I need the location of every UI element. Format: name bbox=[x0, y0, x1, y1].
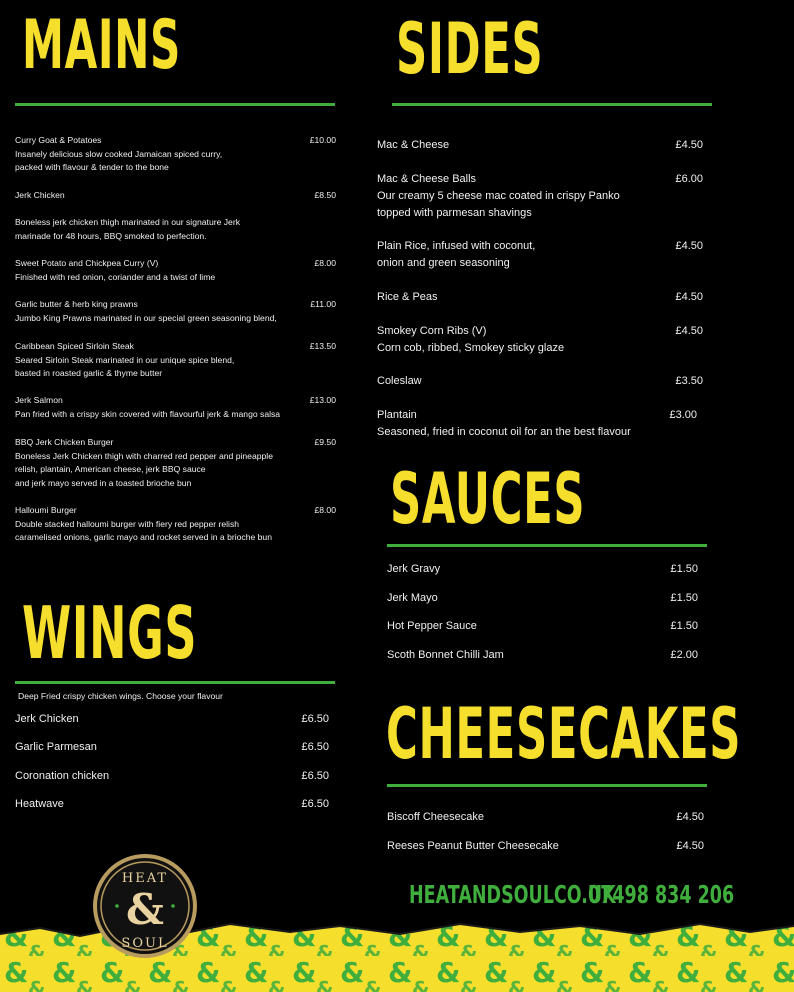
menu-item bbox=[15, 298, 336, 325]
item-price: £4.50 bbox=[676, 811, 704, 823]
menu-item bbox=[15, 769, 329, 783]
item-description: Boneless jerk chicken thigh marinated in our signature Jerk marinade for 48 hours, BBQ smoked to perfection. bbox=[15, 217, 240, 241]
item-price: £3.50 bbox=[675, 375, 703, 387]
item-price: £13.50 bbox=[309, 341, 336, 351]
menu-item bbox=[387, 810, 704, 824]
item-description: Our creamy 5 cheese mac coated in crispy Panko topped with parmesan shavings bbox=[377, 190, 620, 219]
menu-item bbox=[377, 238, 703, 272]
item-price: £4.50 bbox=[676, 840, 704, 852]
sauces-heading: SAUCES bbox=[390, 458, 586, 540]
item-name: Biscoff Cheesecake bbox=[387, 811, 485, 823]
item-price: £6.50 bbox=[301, 798, 329, 810]
item-price: £6.50 bbox=[301, 770, 329, 782]
mains-divider bbox=[15, 103, 335, 106]
item-name: Jerk Mayo bbox=[387, 592, 438, 604]
item-description: Seasoned, fried in coconut oil for an the best flavour bbox=[377, 426, 631, 438]
menu-item bbox=[377, 289, 703, 306]
item-name: Plantain bbox=[377, 409, 417, 421]
item-price: £11.00 bbox=[310, 299, 336, 309]
item-price: £4.50 bbox=[675, 291, 703, 303]
cheesecakes-divider bbox=[387, 784, 707, 787]
item-price: £4.50 bbox=[675, 325, 703, 337]
menu-item bbox=[387, 839, 704, 853]
menu-item bbox=[15, 134, 336, 175]
wings-divider bbox=[15, 681, 335, 684]
menu-item bbox=[15, 436, 336, 490]
item-name: Halloumi Burger bbox=[15, 505, 77, 515]
menu-item bbox=[377, 137, 703, 154]
mains-heading: MAINS bbox=[22, 6, 182, 85]
item-name: Mac & Cheese Balls bbox=[377, 173, 477, 185]
item-description: Double stacked halloumi burger with fiery red pepper relish caramelised onions, garlic mayo and rocket served in a brioche bun bbox=[15, 518, 272, 542]
item-name: Curry Goat & Potatoes bbox=[15, 135, 102, 145]
menu-item bbox=[15, 189, 336, 243]
wings-heading: WINGS bbox=[22, 591, 198, 675]
item-description: Insanely delicious slow cooked Jamaican spiced curry, packed with flavour & tender to the bone bbox=[15, 148, 223, 172]
menu-item bbox=[387, 619, 698, 633]
cheesecakes-heading: CHEESECAKES bbox=[386, 693, 742, 775]
menu-item bbox=[377, 373, 703, 390]
item-name: Sweet Potato and Chickpea Curry (V) bbox=[15, 258, 159, 268]
item-name: Rice & Peas bbox=[377, 291, 438, 303]
item-name: Mac & Cheese bbox=[377, 139, 450, 151]
sides-heading: SIDES bbox=[396, 8, 544, 90]
item-price: £8.00 bbox=[314, 505, 336, 515]
item-name: Smokey Corn Ribs (V) bbox=[377, 325, 487, 337]
item-name: Garlic butter & herb king prawns bbox=[15, 299, 138, 309]
menu-item bbox=[377, 171, 703, 222]
item-price: £4.50 bbox=[675, 240, 703, 252]
item-description: Boneless Jerk Chicken thigh with charred red pepper and pineapple relish, plantain, American cheese, jerk BBQ sauce and jerk mayo served in a toasted brioche bun bbox=[15, 450, 273, 488]
item-name: Caribbean Spiced Sirloin Steak bbox=[15, 341, 134, 351]
item-name: BBQ Jerk Chicken Burger bbox=[15, 437, 114, 447]
item-price: £6.50 bbox=[301, 741, 329, 753]
item-name: Coleslaw bbox=[377, 375, 422, 387]
logo-text-bottom: SOUL bbox=[121, 936, 169, 951]
menu-item bbox=[377, 407, 721, 441]
menu-item bbox=[387, 591, 698, 605]
logo-ampersand: & bbox=[126, 885, 164, 934]
sauces-divider bbox=[387, 544, 707, 547]
item-price: £4.50 bbox=[675, 139, 703, 151]
item-name: Coronation chicken bbox=[15, 770, 110, 782]
item-price: £1.50 bbox=[670, 592, 698, 604]
item-price: £3.00 bbox=[669, 409, 697, 421]
website-link[interactable]: HEATANDSOULCO.UK bbox=[409, 880, 616, 909]
logo-text-top: HEAT bbox=[121, 871, 169, 886]
item-price: £1.50 bbox=[670, 620, 698, 632]
item-price: £10.00 bbox=[309, 135, 336, 145]
item-name: Scoth Bonnet Chilli Jam bbox=[387, 649, 504, 661]
phone-number[interactable]: 07498 834 206 bbox=[588, 880, 735, 909]
sides-divider bbox=[392, 103, 712, 106]
menu-item bbox=[15, 712, 329, 726]
item-description: Corn cob, ribbed, Smokey sticky glaze bbox=[377, 342, 565, 354]
item-description: Finished with red onion, coriander and a twist of lime bbox=[15, 271, 216, 282]
heat-and-soul-logo bbox=[91, 852, 199, 960]
item-name: Hot Pepper Sauce bbox=[387, 620, 477, 632]
menu-item bbox=[15, 340, 336, 381]
item-price: £8.00 bbox=[314, 258, 336, 268]
menu-item bbox=[15, 504, 336, 545]
menu-item bbox=[377, 323, 703, 357]
item-name: Jerk Chicken bbox=[15, 713, 79, 725]
item-name: Plain Rice, infused with coconut, bbox=[377, 240, 536, 252]
item-price: £6.50 bbox=[301, 713, 329, 725]
item-name: Heatwave bbox=[15, 798, 64, 810]
item-description: onion and green seasoning bbox=[377, 257, 510, 269]
item-name: Jerk Salmon bbox=[15, 395, 63, 405]
item-price: £9.50 bbox=[314, 437, 336, 447]
menu-item bbox=[15, 797, 329, 811]
item-name: Garlic Parmesan bbox=[15, 741, 97, 753]
item-description: Jumbo King Prawns marinated in our special green seasoning blend, bbox=[15, 312, 277, 323]
item-price: £2.00 bbox=[670, 649, 698, 661]
item-description: Seared Sirloin Steak marinated in our unique spice blend, basted in roasted garlic & thyme butter bbox=[15, 354, 235, 378]
menu-item bbox=[15, 394, 336, 421]
menu-item bbox=[15, 257, 336, 284]
menu-item bbox=[387, 648, 698, 662]
item-description: Pan fried with a crispy skin covered with flavourful jerk & mango salsa bbox=[15, 408, 281, 419]
item-price: £13.00 bbox=[309, 395, 336, 405]
menu-item bbox=[15, 740, 329, 754]
item-name: Jerk Chicken bbox=[15, 190, 65, 200]
item-price: £6.00 bbox=[675, 173, 703, 185]
item-price: £1.50 bbox=[670, 563, 698, 575]
item-name: Jerk Gravy bbox=[387, 563, 441, 575]
item-name: Reeses Peanut Butter Cheesecake bbox=[387, 840, 559, 852]
item-price: £8.50 bbox=[314, 190, 336, 200]
wings-note: Deep Fried crispy chicken wings. Choose your flavour bbox=[18, 691, 223, 701]
menu-item bbox=[387, 562, 698, 576]
